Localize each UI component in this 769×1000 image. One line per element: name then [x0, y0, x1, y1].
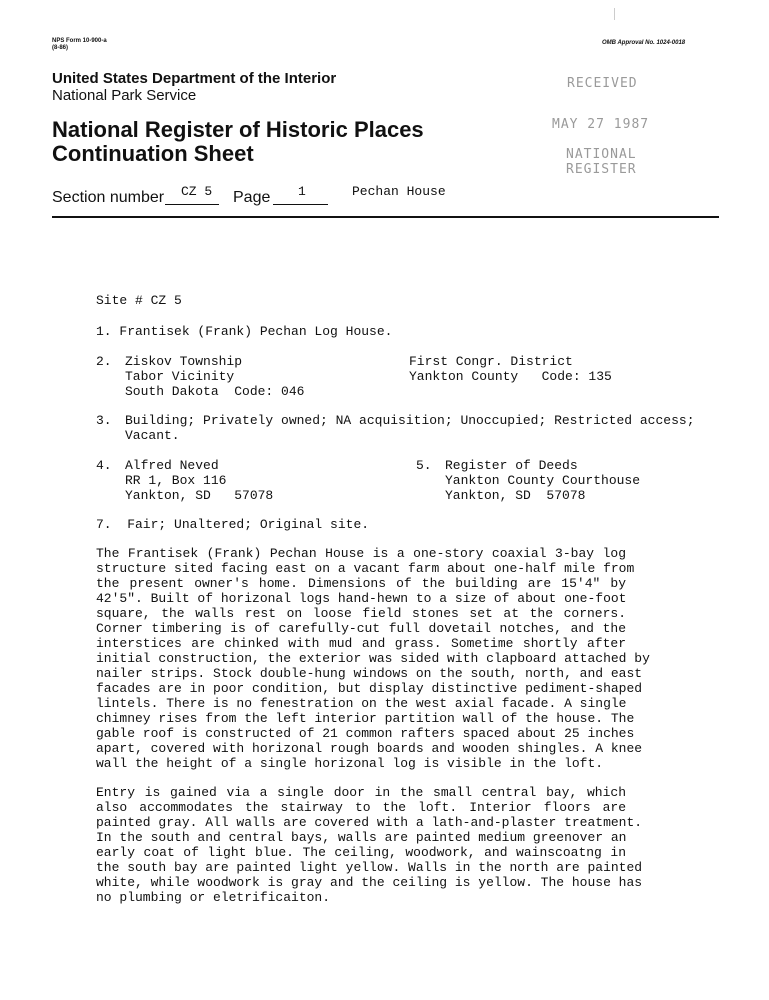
received-stamp: RECEIVED — [567, 76, 638, 91]
records-line: Register of Deeds — [445, 458, 578, 473]
header-divider — [52, 216, 719, 218]
form-number: NPS Form 10-900-a — [52, 38, 107, 44]
district-line: First Congr. District — [409, 354, 573, 369]
site-number: Site # CZ 5 — [96, 293, 182, 308]
section-number-value: CZ 5 — [181, 184, 213, 199]
paragraph-line: chimney rises from the left interior partition wall of the house. The — [96, 711, 635, 726]
paragraph-line: the south bay are painted light yellow. Walls in the north are painted — [96, 860, 643, 875]
page-label: Page — [233, 189, 271, 206]
district-line: Yankton County Code: 135 — [409, 369, 612, 384]
owner-line: Alfred Neved — [125, 458, 219, 473]
records-line: Yankton, SD 57078 — [445, 488, 586, 503]
paragraph-line: interstices are chinked with mud and grass. Sometime shortly after — [96, 636, 626, 651]
description-paragraph-1 — [96, 546, 650, 771]
item-7-condition: 7. Fair; Unaltered; Original site. — [96, 517, 370, 532]
paragraph-line: facades are in poor condition, but display distinctive pediment-shaped — [96, 681, 643, 696]
paragraph-line: apart, covered with horizonal rough boards and wooden shingles. A knee — [96, 741, 643, 756]
paragraph-line: Corner timbering is of carefully-cut full dovetail notches, and the — [96, 621, 626, 636]
location-line: South Dakota Code: 046 — [125, 384, 305, 399]
paragraph-line: also accommodates the stairway to the loft. Interior floors are — [96, 800, 626, 815]
item-3-number: 3. — [96, 413, 112, 428]
location-line: Tabor Vicinity — [125, 369, 235, 384]
item-2-district — [409, 354, 612, 384]
paragraph-line: the present owner's home. Dimensions of the building are 15'4" by — [96, 576, 626, 591]
paragraph-line: no plumbing or eletrificaiton. — [96, 890, 331, 905]
paragraph-line: nailer strips. Stock double-hung windows on the south, north, and east — [96, 666, 643, 681]
paragraph-line: wall the height of a single horizonal log is visible in the loft. — [96, 756, 604, 771]
paragraph-line: early coat of light blue. The ceiling, woodwork, and wainscoatng in — [96, 845, 626, 860]
form-date: (8-86) — [52, 45, 69, 51]
location-line: Ziskov Township — [125, 354, 243, 369]
service-name: National Park Service — [52, 87, 197, 104]
page-underline — [273, 204, 328, 205]
page-number-value: 1 — [298, 184, 306, 199]
form-identifier — [52, 38, 107, 52]
item-4-number: 4. — [96, 458, 112, 473]
classification-line: Vacant. — [125, 428, 180, 443]
received-stamp-register: REGISTER — [566, 162, 637, 177]
item-5-records — [445, 458, 640, 503]
omb-approval: OMB Approval No. 1024-0018 — [602, 40, 686, 46]
paragraph-line: 42'5". Built of horizonal logs hand-hewn to a size of about one-foot — [96, 591, 627, 606]
item-1-historic-name: 1. Frantisek (Frank) Pechan Log House. — [96, 324, 393, 339]
paragraph-line: The Frantisek (Frank) Pechan House is a one-story coaxial 3-bay log — [96, 546, 626, 561]
paragraph-line: square, the walls rest on loose field stones set at the corners. — [96, 606, 626, 621]
department-name: United States Department of the Interior — [52, 70, 337, 87]
property-name: Pechan House — [352, 184, 446, 199]
section-number-label: Section number — [52, 189, 165, 206]
owner-line: Yankton, SD 57078 — [125, 488, 274, 503]
section-number-underline — [165, 204, 219, 205]
item-2-location — [125, 354, 304, 399]
scan-mark — [614, 8, 615, 20]
received-stamp-date: MAY 27 1987 — [552, 117, 650, 132]
paragraph-line: Entry is gained via a single door in the small central bay, which — [96, 785, 626, 800]
owner-line: RR 1, Box 116 — [125, 473, 227, 488]
classification-line: Building; Privately owned; NA acquisition; Unoccupied; Restricted access; — [125, 413, 695, 428]
item-3-classification — [125, 413, 695, 443]
records-line: Yankton County Courthouse — [445, 473, 641, 488]
item-4-owner — [125, 458, 273, 503]
item-2-number: 2. — [96, 354, 112, 369]
paragraph-line: initial construction, the exterior was sided with clapboard attached by — [96, 651, 650, 666]
document-title: National Register of Historic Places — [52, 117, 424, 142]
paragraph-line: structure sited facing east on a vacant farm about one-half mile from — [96, 561, 635, 576]
paragraph-line: painted gray. All walls are covered with a lath-and-plaster treatment. — [96, 815, 643, 830]
paragraph-line: In the south and central bays, walls are painted medium greenover an — [96, 830, 627, 845]
paragraph-line: white, while woodwork is gray and the ceiling is yellow. The house has — [96, 875, 643, 890]
paragraph-line: gable roof is constructed of 21 common rafters spaced about 25 inches — [96, 726, 635, 741]
item-5-number: 5. — [416, 458, 432, 473]
received-stamp-national: NATIONAL — [566, 147, 637, 162]
document-subtitle: Continuation Sheet — [52, 141, 254, 166]
description-paragraph-2 — [96, 785, 643, 905]
paragraph-line: lintels. There is no fenestration on the west axial facade. A single — [96, 696, 627, 711]
